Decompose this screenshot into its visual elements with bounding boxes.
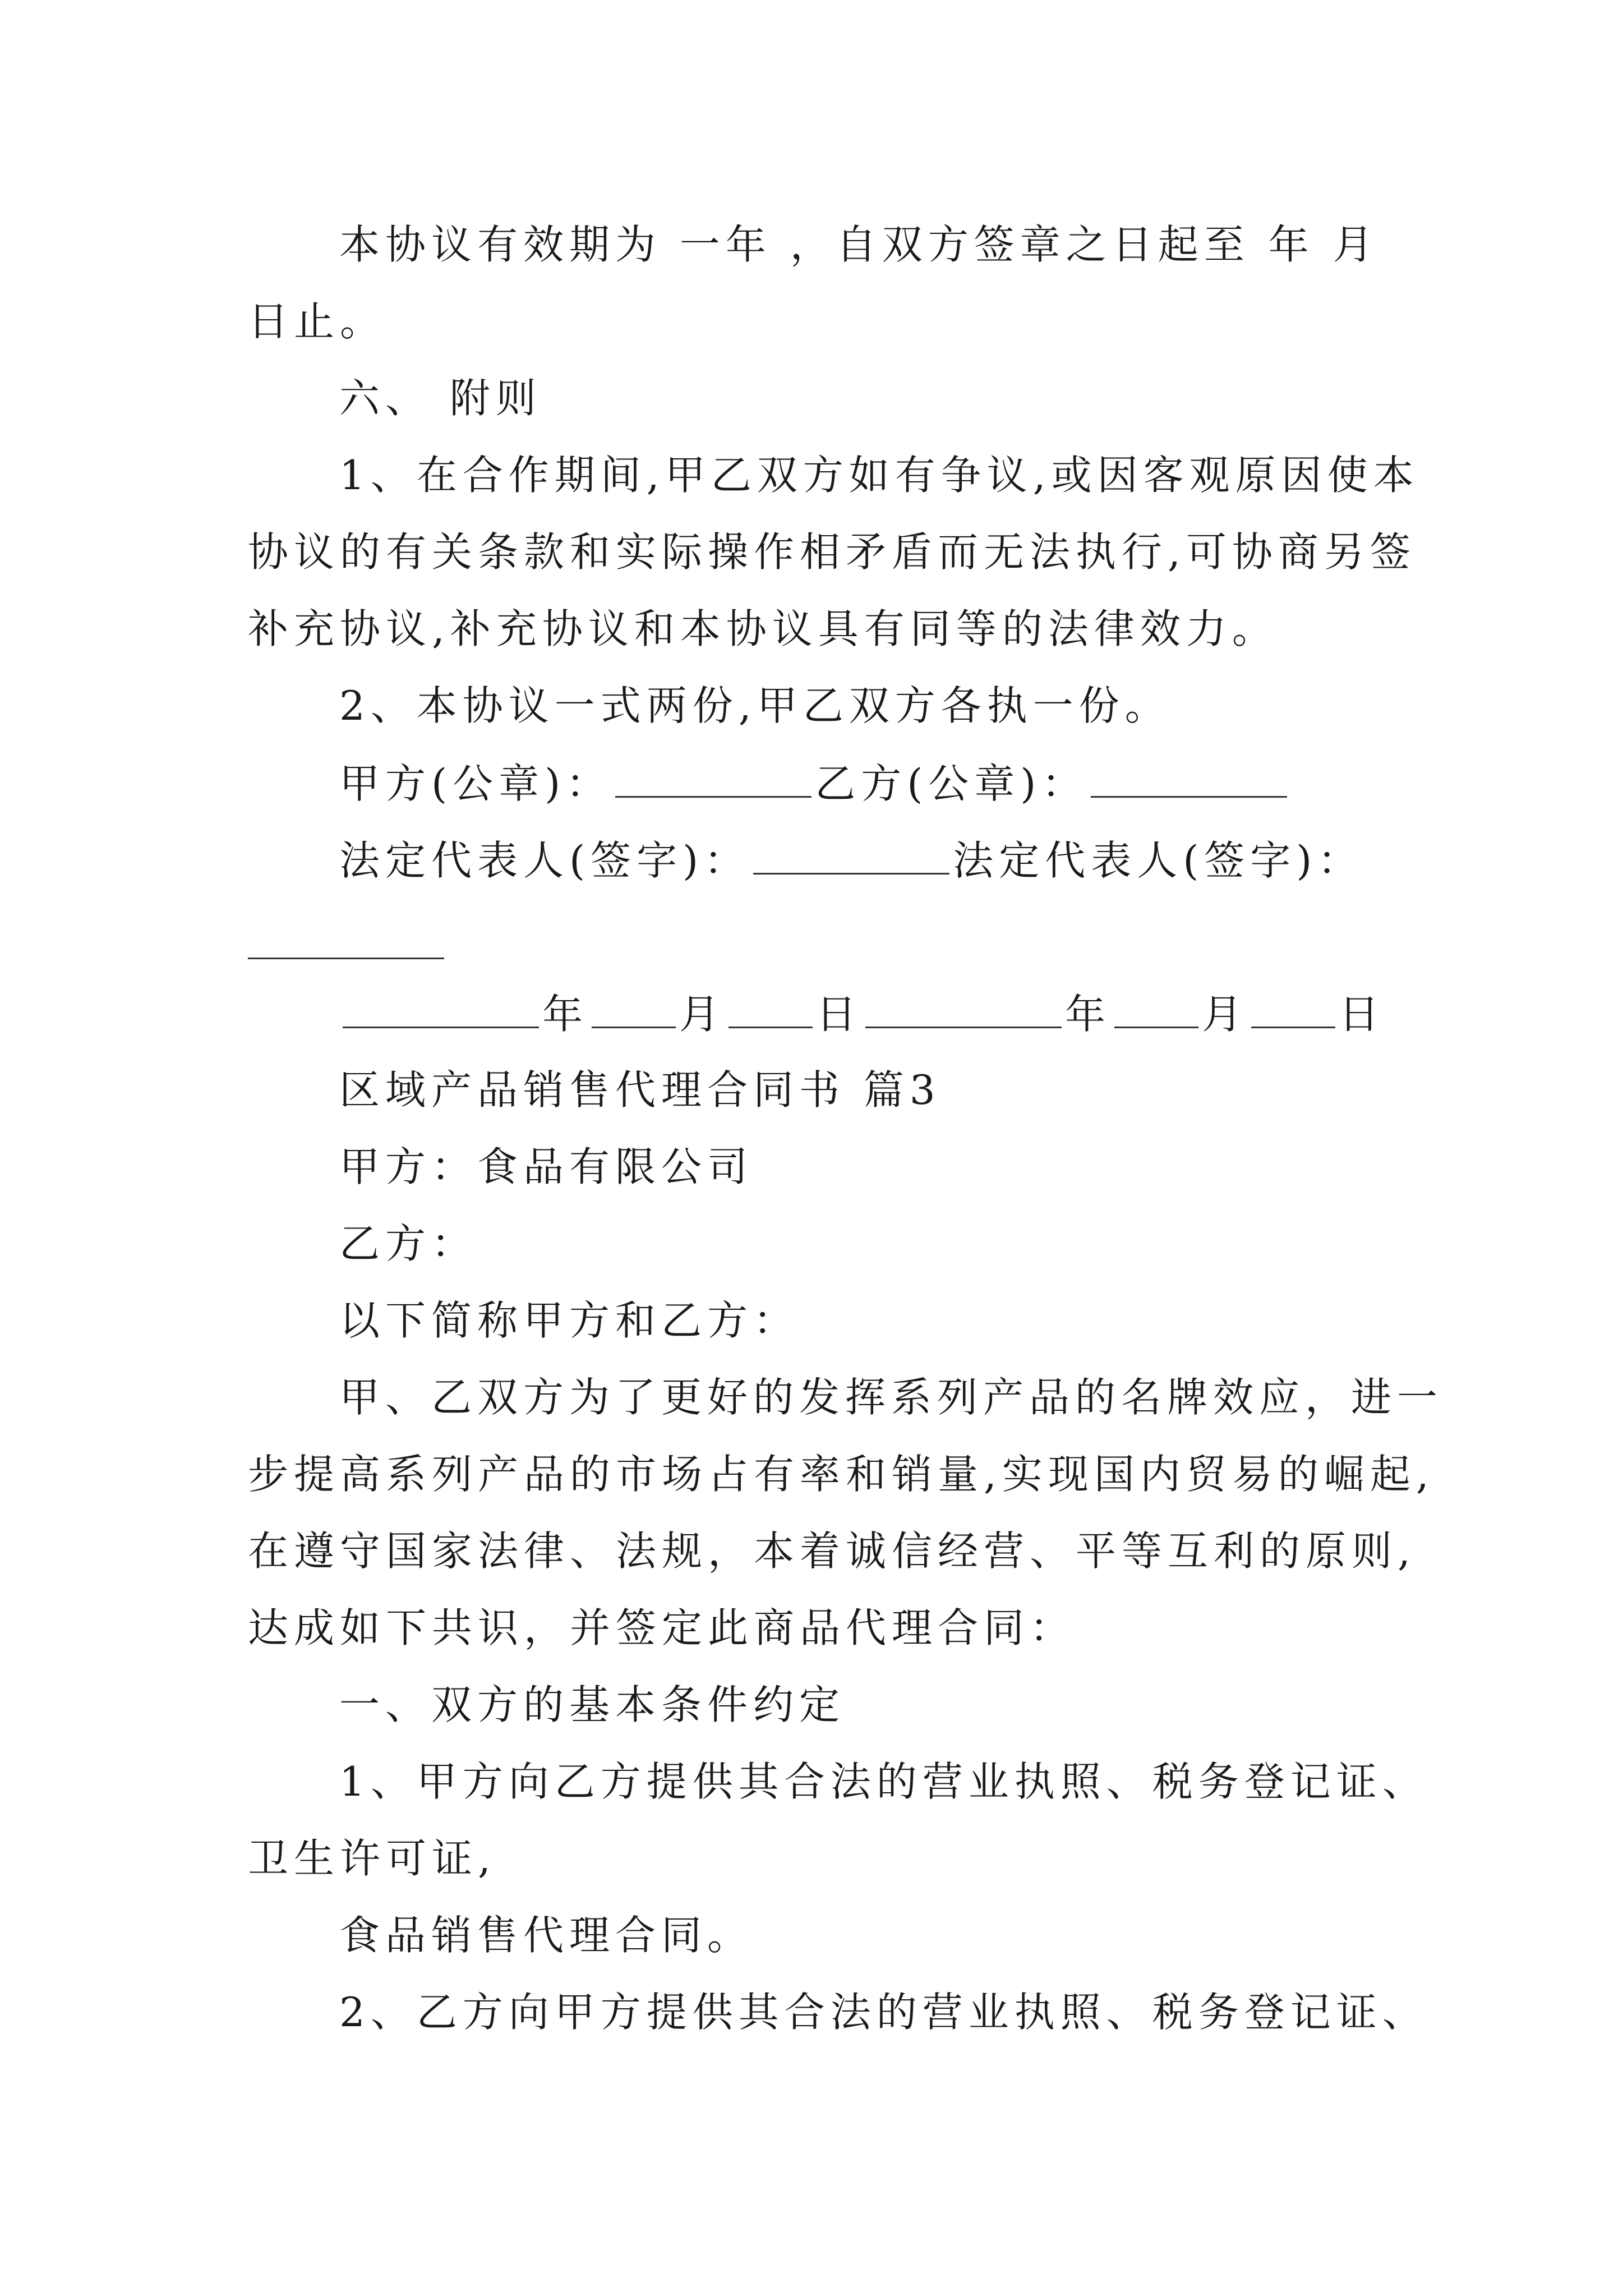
- party-a-day-blank[interactable]: [728, 993, 813, 1028]
- appendix-clause-2: 2、本协议一式两份,甲乙双方各执一份。: [339, 682, 1171, 729]
- condition-1-line-2: 卫生许可证,: [248, 1835, 496, 1882]
- contract-title: 区域产品销售代理合同书 篇3: [339, 1066, 941, 1114]
- preamble-line-1: 甲、乙双方为了更好的发挥系列产品的名牌效应，进一: [339, 1374, 1444, 1421]
- condition-2-line-1: 2、乙方向甲方提供其合法的营业执照、税务登记证、: [339, 1989, 1428, 2036]
- validity-clause: 本协议有效期为 一年 ，自双方签章之日起至 年 月: [339, 221, 1379, 268]
- party-b-month-blank[interactable]: [1114, 993, 1198, 1028]
- party-a-year-label: 年: [542, 991, 589, 1038]
- preamble-line-2: 步提高系列产品的市场占有率和销量,实现国内贸易的崛起,: [248, 1451, 1435, 1498]
- party-b-year-label: 年: [1065, 991, 1112, 1038]
- condition-1-line-1: 1、甲方向乙方提供其合法的营业执照、税务登记证、: [339, 1758, 1428, 1805]
- section-heading-basic-conditions: 一、双方的基本条件约定: [339, 1681, 846, 1728]
- validity-clause-end: 日止。: [248, 298, 386, 345]
- condition-1-note: 食品销售代理合同。: [339, 1912, 754, 1959]
- section-heading-appendix: 六、 附则: [339, 375, 542, 422]
- party-b-year-blank[interactable]: [865, 993, 1062, 1028]
- date-line: [339, 991, 1385, 1038]
- party-b-name: 乙方：: [339, 1220, 478, 1267]
- party-a-seal-label: 甲方(公章)：: [339, 760, 612, 807]
- party-b-day-label: 日: [1339, 991, 1385, 1038]
- appendix-clause-1-line-1: 1、在合作期间,甲乙双方如有争议,或因客观原因使本: [339, 452, 1419, 499]
- appendix-clause-1-line-3: 补充协议,补充协议和本协议具有同等的法律效力。: [248, 605, 1278, 652]
- party-a-month-blank[interactable]: [592, 993, 676, 1028]
- party-b-day-blank[interactable]: [1251, 993, 1335, 1028]
- party-b-rep-label: 法定代表人(签字)：: [953, 837, 1364, 884]
- party-a-month-label: 月: [679, 991, 726, 1038]
- party-b-seal-label: 乙方(公章)：: [815, 760, 1088, 807]
- preamble-line-3: 在遵守国家法律、法规，本着诚信经营、平等互利的原则,: [248, 1527, 1416, 1575]
- seal-line: [339, 760, 1290, 807]
- party-a-day-label: 日: [816, 991, 863, 1038]
- party-b-seal-blank[interactable]: [1091, 762, 1287, 798]
- appendix-clause-1-line-2: 协议的有关条款和实际操作相矛盾而无法执行,可协商另签: [248, 528, 1416, 576]
- signature-line: [339, 837, 1364, 884]
- party-b-rep-blank[interactable]: [248, 958, 444, 959]
- party-a-name: 甲方：食品有限公司: [339, 1143, 754, 1190]
- party-a-rep-label: 法定代表人(签字)：: [339, 837, 750, 884]
- party-a-seal-blank[interactable]: [615, 762, 811, 798]
- party-a-rep-blank[interactable]: [753, 839, 949, 875]
- party-b-month-label: 月: [1202, 991, 1248, 1038]
- abbreviation-note: 以下简称甲方和乙方：: [339, 1297, 800, 1344]
- preamble-line-4: 达成如下共识，并签定此商品代理合同：: [248, 1604, 1076, 1651]
- party-a-year-blank[interactable]: [343, 993, 539, 1028]
